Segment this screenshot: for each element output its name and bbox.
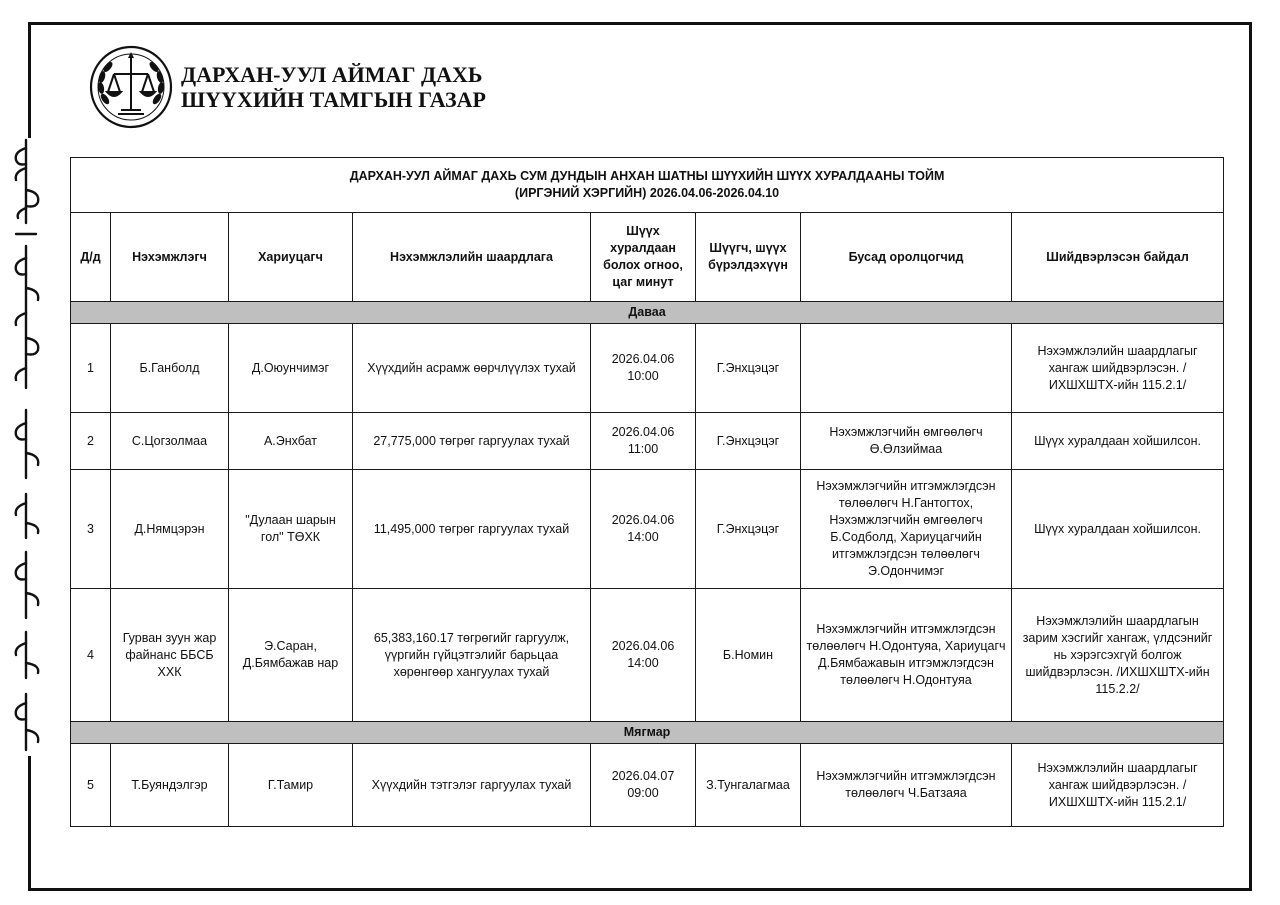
cell-judge: Г.Энхцэцэг bbox=[696, 413, 801, 470]
table-row bbox=[71, 744, 1224, 827]
table-title-line1: ДАРХАН-УУЛ АЙМАГ ДАХЬ СУМ ДУНДЫН АНХАН ШАТНЫ ШҮҮХИЙН ШҮҮХ ХУРАЛДААНЫ ТОЙМ bbox=[349, 169, 945, 183]
cell-datetime bbox=[591, 470, 696, 589]
cell-datetime bbox=[591, 324, 696, 413]
day-label: Мягмар bbox=[71, 722, 1224, 744]
table-row bbox=[71, 413, 1224, 470]
column-header-row bbox=[71, 213, 1224, 302]
cell-defendant: Э.Саран, Д.Бямбажав нар bbox=[229, 589, 353, 722]
cell-num: 1 bbox=[71, 324, 111, 413]
col-header-defendant: Хариуцагч bbox=[229, 213, 353, 302]
hearing-date: 2026.04.07 bbox=[611, 769, 675, 783]
cell-decision: Нэхэмжлэлийн шаардлагыг хангаж шийдвэрлэсэн. /ИХШХШТХ-ийн 115.2.1/ bbox=[1012, 324, 1224, 413]
table-title-line2: (ИРГЭНИЙ ХЭРГИЙН) 2026.04.06-2026.04.10 bbox=[514, 186, 780, 200]
col-header-num: Д/д bbox=[71, 213, 111, 302]
cell-plaintiff: Т.Буяндэлгэр bbox=[111, 744, 229, 827]
hearing-time: 14:00 bbox=[627, 656, 659, 670]
hearing-date: 2026.04.06 bbox=[611, 639, 675, 653]
court-scales-emblem-icon bbox=[88, 44, 174, 130]
cell-participants: Нэхэмжлэгчийн итгэмжлэгдсэн төлөөлөгч Н.Гантогтох, Нэхэмжлэгчийн өмгөөлөгч Б.Содболд, Хариуцагчийн итгэмжлэгдсэн төлөөлөгч Э.Одончимэг bbox=[801, 470, 1012, 589]
cell-plaintiff: Гурван зуун жар файнанс ББСБ ХХК bbox=[111, 589, 229, 722]
cell-defendant: "Дулаан шарын гол" ТӨХК bbox=[229, 470, 353, 589]
cell-datetime bbox=[591, 589, 696, 722]
day-label: Даваа bbox=[71, 302, 1224, 324]
col-header-participants: Бусад оролцогчид bbox=[801, 213, 1012, 302]
cell-num: 4 bbox=[71, 589, 111, 722]
hearing-schedule-table bbox=[70, 157, 1224, 827]
cell-decision: Шүүх хуралдаан хойшилсон. bbox=[1012, 470, 1224, 589]
hearing-time: 11:00 bbox=[627, 442, 659, 456]
cell-claim: Хүүхдийн тэтгэлэг гаргуулах тухай bbox=[353, 744, 591, 827]
col-header-datetime: Шүүх хуралдаан болох огноо, цаг минут bbox=[591, 213, 696, 302]
col-header-decision: Шийдвэрлэсэн байдал bbox=[1012, 213, 1224, 302]
cell-participants: Нэхэмжлэгчийн итгэмжлэгдсэн төлөөлөгч Н.Одонтуяа, Хариуцагч Д.Бямбажавын итгэмжлэгдсэн төлөөлөгч Н.Одонтуяа bbox=[801, 589, 1012, 722]
table-title-row bbox=[71, 158, 1224, 213]
hearing-time: 09:00 bbox=[627, 786, 659, 800]
mongolian-script-vertical bbox=[4, 138, 48, 756]
day-separator-row bbox=[71, 722, 1224, 744]
table-row bbox=[71, 589, 1224, 722]
col-header-plaintiff: Нэхэмжлэгч bbox=[111, 213, 229, 302]
hearing-time: 14:00 bbox=[627, 530, 659, 544]
cell-claim: Хүүхдийн асрамж өөрчлүүлэх тухай bbox=[353, 324, 591, 413]
cell-claim: 65,383,160.17 төгрөгийг гаргуулж, үүргийн гүйцэтгэлийг барьцаа хөрөнгөөр хангуулах тухай bbox=[353, 589, 591, 722]
cell-defendant: Г.Тамир bbox=[229, 744, 353, 827]
table-row bbox=[71, 470, 1224, 589]
cell-datetime bbox=[591, 413, 696, 470]
cell-defendant: Д.Оюунчимэг bbox=[229, 324, 353, 413]
cell-plaintiff: С.Цогзолмаа bbox=[111, 413, 229, 470]
col-header-judge: Шүүгч, шүүх бүрэлдэхүүн bbox=[696, 213, 801, 302]
court-name bbox=[181, 62, 486, 112]
court-name-line2: ШҮҮХИЙН ТАМГЫН ГАЗАР bbox=[181, 87, 486, 112]
cell-judge: Г.Энхцэцэг bbox=[696, 324, 801, 413]
cell-participants bbox=[801, 324, 1012, 413]
cell-decision: Нэхэмжлэлийн шаардлагыг хангаж шийдвэрлэсэн. /ИХШХШТХ-ийн 115.2.1/ bbox=[1012, 744, 1224, 827]
cell-decision: Шүүх хуралдаан хойшилсон. bbox=[1012, 413, 1224, 470]
hearing-time: 10:00 bbox=[627, 369, 659, 383]
hearing-date: 2026.04.06 bbox=[611, 425, 675, 439]
cell-judge: З.Тунгалагмаа bbox=[696, 744, 801, 827]
cell-defendant: А.Энхбат bbox=[229, 413, 353, 470]
cell-participants: Нэхэмжлэгчийн итгэмжлэгдсэн төлөөлөгч Ч.Батзаяа bbox=[801, 744, 1012, 827]
col-header-claim: Нэхэмжлэлийн шаардлага bbox=[353, 213, 591, 302]
court-name-line1: ДАРХАН-УУЛ АЙМАГ ДАХЬ bbox=[181, 62, 483, 87]
cell-num: 2 bbox=[71, 413, 111, 470]
cell-judge: Г.Энхцэцэг bbox=[696, 470, 801, 589]
cell-judge: Б.Номин bbox=[696, 589, 801, 722]
table-row bbox=[71, 324, 1224, 413]
cell-plaintiff: Б.Ганболд bbox=[111, 324, 229, 413]
hearing-date: 2026.04.06 bbox=[611, 352, 675, 366]
cell-datetime bbox=[591, 744, 696, 827]
day-separator-row bbox=[71, 302, 1224, 324]
cell-claim: 11,495,000 төгрөг гаргуулах тухай bbox=[353, 470, 591, 589]
cell-num: 3 bbox=[71, 470, 111, 589]
cell-num: 5 bbox=[71, 744, 111, 827]
cell-claim: 27,775,000 төгрөг гаргуулах тухай bbox=[353, 413, 591, 470]
table-title bbox=[71, 158, 1224, 213]
cell-plaintiff: Д.Нямцэрэн bbox=[111, 470, 229, 589]
hearing-date: 2026.04.06 bbox=[611, 513, 675, 527]
cell-decision: Нэхэмжлэлийн шаардлагын зарим хэсгийг хангаж, үлдсэнийг нь хэрэгсэхгүй болгож шийдвэрлэсэн. /ИХШХШТХ-ийн 115.2.2/ bbox=[1012, 589, 1224, 722]
cell-participants: Нэхэмжлэгчийн өмгөөлөгч Ө.Өлзиймаа bbox=[801, 413, 1012, 470]
